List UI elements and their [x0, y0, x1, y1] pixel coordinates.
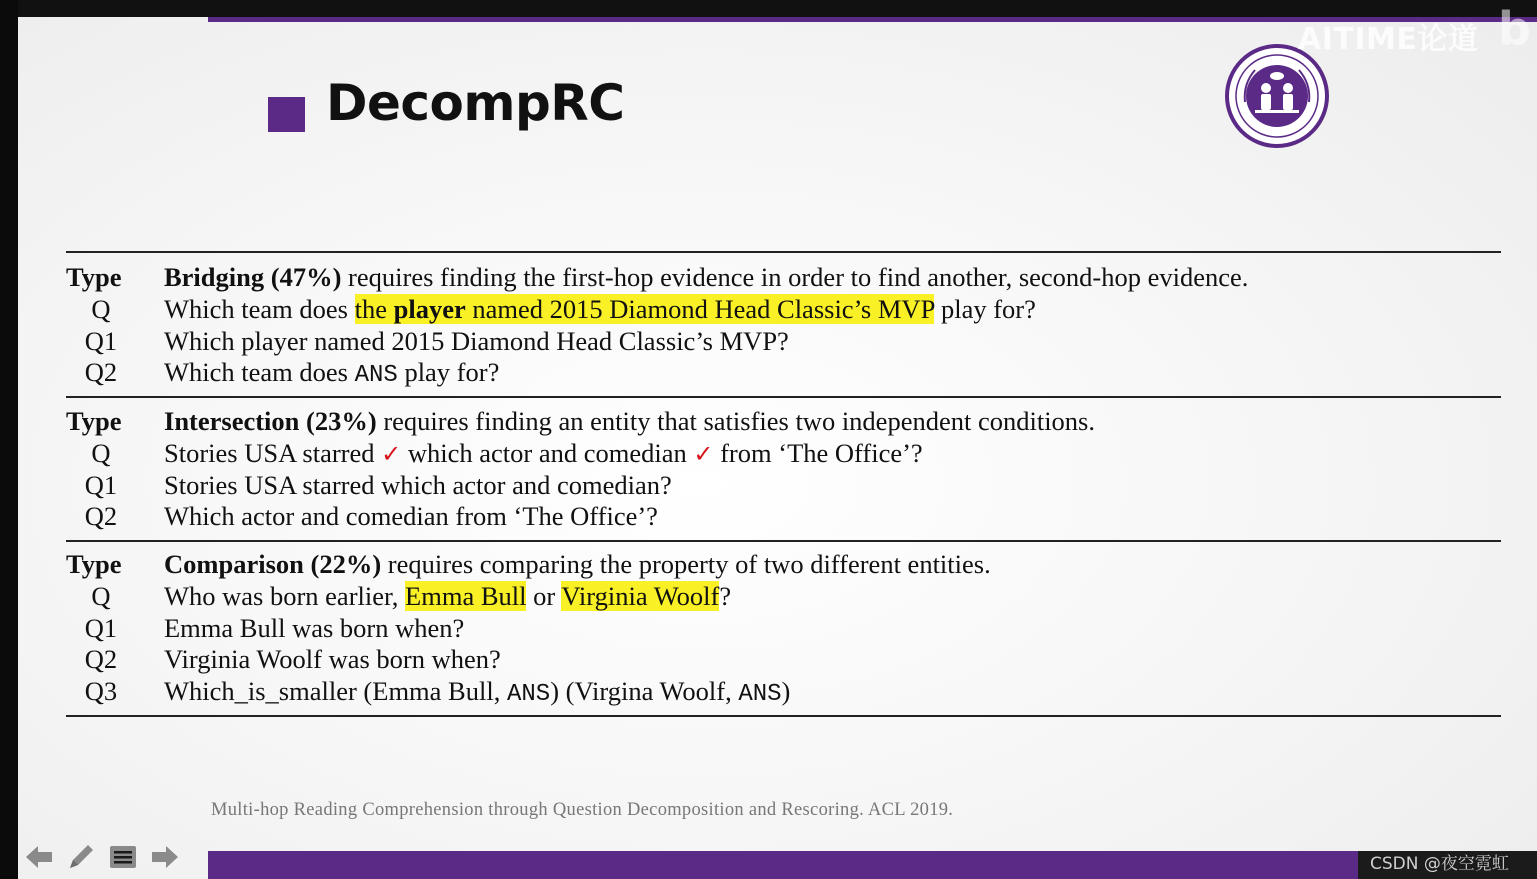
highlighted-phrase: [355, 294, 935, 324]
type-text: requires comparing the property of two different entities.: [381, 549, 991, 579]
q-text-part: Which team does: [164, 294, 355, 324]
q2-text: Which actor and comedian from ‘The Office’?: [164, 501, 658, 531]
q1-text: Emma Bull was born when?: [164, 613, 465, 643]
table-top-rule: [66, 251, 1501, 253]
type-text: requires finding the first-hop evidence in order to find another, second-hop evidence.: [341, 262, 1249, 292]
slide-menu-button[interactable]: [106, 840, 140, 874]
type-percent: (22%): [310, 549, 382, 579]
highlighted-phrase: Virginia Woolf: [561, 581, 720, 611]
q2-label: Q2: [84, 357, 118, 387]
q3-label: Q3: [84, 676, 118, 706]
q-text-part: named 2015 Diamond Head Classic’s MVP: [465, 294, 935, 324]
q2-label: Q2: [84, 501, 118, 531]
q2-text: Virginia Woolf was born when?: [164, 644, 501, 674]
type-text: requires finding an entity that satisfies two independent conditions.: [376, 406, 1095, 436]
q2-text: [164, 356, 499, 392]
q2-text-part: Which team does: [164, 357, 355, 387]
arrow-right-icon: [150, 844, 180, 870]
q-text: [164, 293, 1036, 325]
slide-title: DecompRC: [326, 74, 625, 132]
q-label: Q: [91, 294, 111, 324]
q-text-part: the: [354, 294, 394, 324]
q-text-part: which actor and comedian: [401, 438, 694, 468]
type-description: [164, 261, 1248, 293]
citation: Multi-hop Reading Comprehension through Question Decomposition and Rescoring. ACL 2019.: [211, 800, 954, 820]
q3-text-part: ): [781, 676, 791, 706]
menu-icon: [109, 845, 137, 869]
type-name: Comparison: [164, 549, 304, 579]
q1-label: Q1: [84, 613, 118, 643]
q-text-part: from ‘The Office’?: [713, 438, 923, 468]
prev-slide-button[interactable]: [22, 840, 56, 874]
q1-text: Stories USA starred which actor and comedian?: [164, 470, 672, 500]
q-text: [164, 437, 923, 470]
csdn-credit: CSDN @夜空霓虹: [1370, 854, 1509, 874]
q-text-part: Who was born earlier,: [164, 581, 406, 611]
bottom-accent-bar: [208, 851, 1358, 879]
table-divider-rule: [66, 396, 1501, 398]
q1-text: Which player named 2015 Diamond Head Classic’s MVP?: [164, 326, 789, 356]
q-text-bold: player: [393, 294, 466, 324]
check-mark-icon: ✓: [693, 440, 714, 468]
q-label: Q: [91, 581, 111, 611]
ans-token: ANS: [738, 681, 782, 708]
ai-time-seal-logo-icon: [1225, 44, 1329, 148]
title-bullet-square: [268, 97, 305, 132]
q2-text-part: play for?: [397, 357, 500, 387]
type-percent: (47%): [270, 262, 342, 292]
pen-icon: [66, 842, 96, 872]
q-text-part: ?: [719, 581, 732, 611]
type-description: [164, 548, 991, 580]
q-text-part: play for?: [934, 294, 1036, 324]
ans-token: ANS: [354, 362, 398, 389]
q-text-part: Stories USA starred: [164, 438, 382, 468]
q3-text: [164, 675, 790, 711]
type-label: Type: [66, 549, 122, 579]
slide: [18, 0, 1537, 879]
bilibili-watermark: b: [1498, 2, 1531, 56]
type-name: Bridging: [164, 262, 265, 292]
type-label: Type: [66, 406, 122, 436]
q1-label: Q1: [84, 470, 118, 500]
q-text-part: or: [526, 581, 562, 611]
aitime-watermark: AITIME论道: [1298, 22, 1479, 57]
q-label: Q: [91, 438, 111, 468]
type-label: Type: [66, 262, 122, 292]
type-name: Intersection: [164, 406, 300, 436]
type-description: [164, 405, 1095, 437]
q1-label: Q1: [84, 326, 118, 356]
ans-token: ANS: [506, 681, 551, 708]
table-bottom-rule: [66, 715, 1501, 717]
q2-label: Q2: [84, 644, 118, 674]
next-slide-button[interactable]: [148, 840, 182, 874]
type-percent: (23%): [306, 406, 377, 436]
pen-tool-button[interactable]: [64, 840, 98, 874]
q3-text-part: ) (Virgina Woolf,: [550, 676, 739, 706]
check-mark-icon: ✓: [381, 440, 402, 468]
highlighted-phrase: Emma Bull: [405, 581, 527, 611]
q-text: [164, 580, 731, 612]
arrow-left-icon: [24, 844, 54, 870]
q3-text-part: Which_is_smaller (Emma Bull,: [164, 676, 507, 706]
table-divider-rule: [66, 540, 1501, 542]
